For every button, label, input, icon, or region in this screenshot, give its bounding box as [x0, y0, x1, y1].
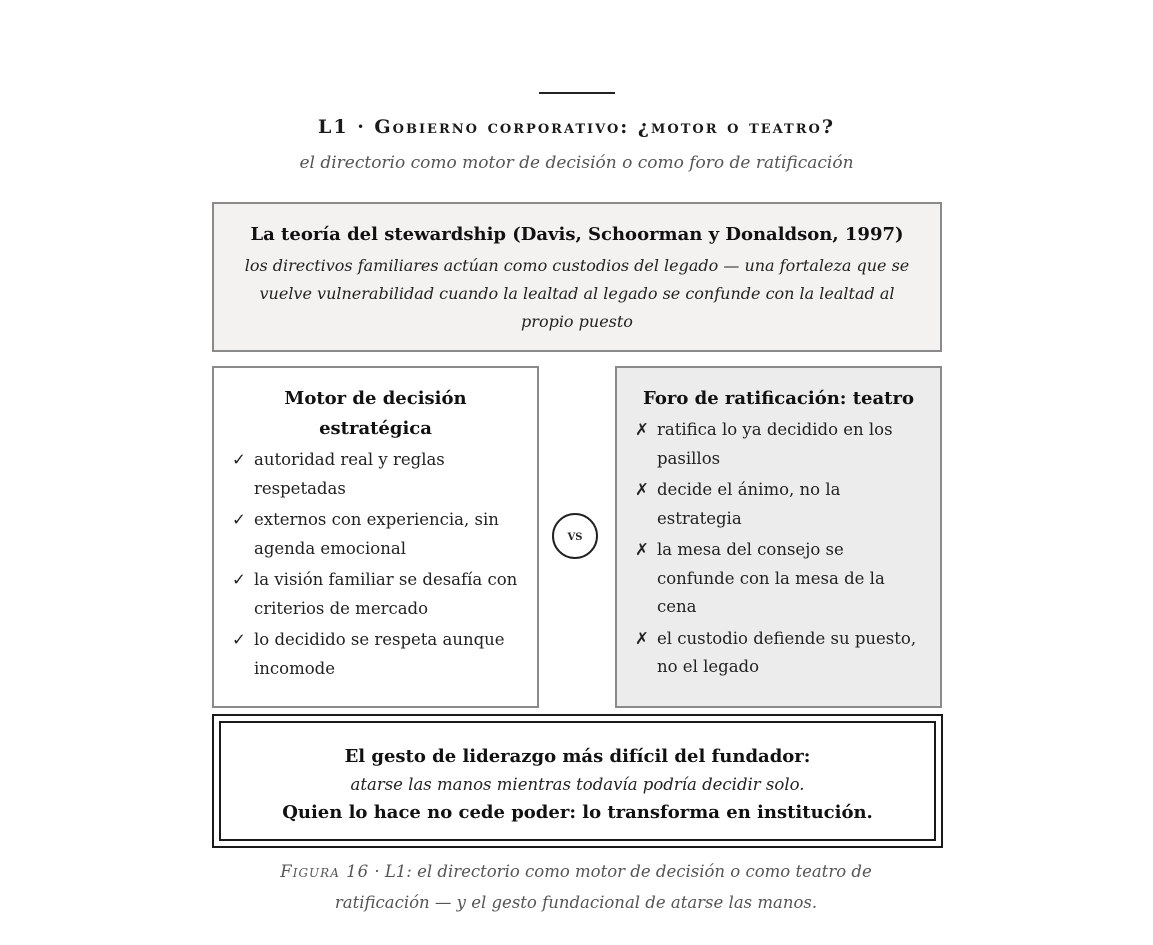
cross-icon: ✗ [635, 628, 649, 648]
theory-heading: La teoría del stewardship (Davis, Schoorman y Donaldson, 1997) [250, 224, 904, 245]
ratification-theater-list [635, 416, 922, 682]
figure-caption [276, 856, 876, 918]
list-item [232, 506, 519, 563]
conclusion-line-2: atarse las manos mientras todavía podría decidir solo. [350, 775, 805, 794]
list-item-text: autoridad real y reglas respetadas [254, 450, 445, 498]
ratification-theater-panel [615, 366, 942, 708]
cross-icon: ✗ [635, 480, 649, 499]
conclusion-inner [219, 721, 936, 841]
caption-text: · L1: el directorio como motor de decisión o como teatro de ratificación — y el gesto fundacional de atarse las manos. [334, 862, 872, 912]
figure-label: Figura 16 [280, 862, 370, 881]
list-item [635, 536, 922, 622]
theory-body: los directivos familiares actúan como custodios del legado — una fortaleza que se vuelve vulnerabilidad cuando la lealtad al legado se confunde con la lealtad al propio puesto [244, 256, 910, 331]
list-item-text: la visión familiar se desafía con criterios de mercado [254, 570, 518, 618]
list-item [635, 625, 922, 682]
check-icon: ✓ [232, 570, 246, 589]
list-item [232, 566, 519, 623]
check-icon: ✓ [232, 450, 246, 469]
list-item [232, 446, 519, 503]
vs-badge: vs [552, 513, 598, 559]
list-item [232, 626, 519, 683]
list-item-text: decide el ánimo, no la estrategia [657, 480, 841, 528]
conclusion-line-3: Quien lo hace no cede poder: lo transforma en institución. [282, 802, 873, 823]
conclusion-line-1: El gesto de liderazgo más difícil del fundador: [344, 746, 811, 767]
theory-box [212, 202, 942, 352]
decision-engine-heading: Motor de decisión estratégica [284, 388, 467, 439]
list-item-text: ratifica lo ya decidido en los pasillos [657, 420, 893, 468]
cross-icon: ✗ [635, 540, 649, 559]
decision-engine-panel [212, 366, 539, 708]
ratification-theater-heading: Foro de ratificación: teatro [643, 388, 914, 409]
figure-title: L1 · Gobierno corporativo: ¿motor o teatro? [318, 116, 835, 138]
list-item-text: externos con experiencia, sin agenda emocional [254, 510, 499, 558]
list-item-text: la mesa del consejo se confunde con la mesa de la cena [657, 540, 885, 616]
decision-engine-list [232, 446, 519, 683]
conclusion-box [212, 714, 943, 848]
check-icon: ✓ [232, 510, 246, 529]
cross-icon: ✗ [635, 420, 649, 439]
list-item [635, 476, 922, 533]
list-item [635, 416, 922, 473]
check-icon: ✓ [232, 630, 246, 649]
figure-subtitle: el directorio como motor de decisión o como foro de ratificación [299, 153, 854, 173]
top-rule [539, 92, 615, 94]
list-item-text: el custodio defiende su puesto, no el legado [657, 628, 917, 676]
list-item-text: lo decidido se respeta aunque incomode [254, 630, 505, 678]
